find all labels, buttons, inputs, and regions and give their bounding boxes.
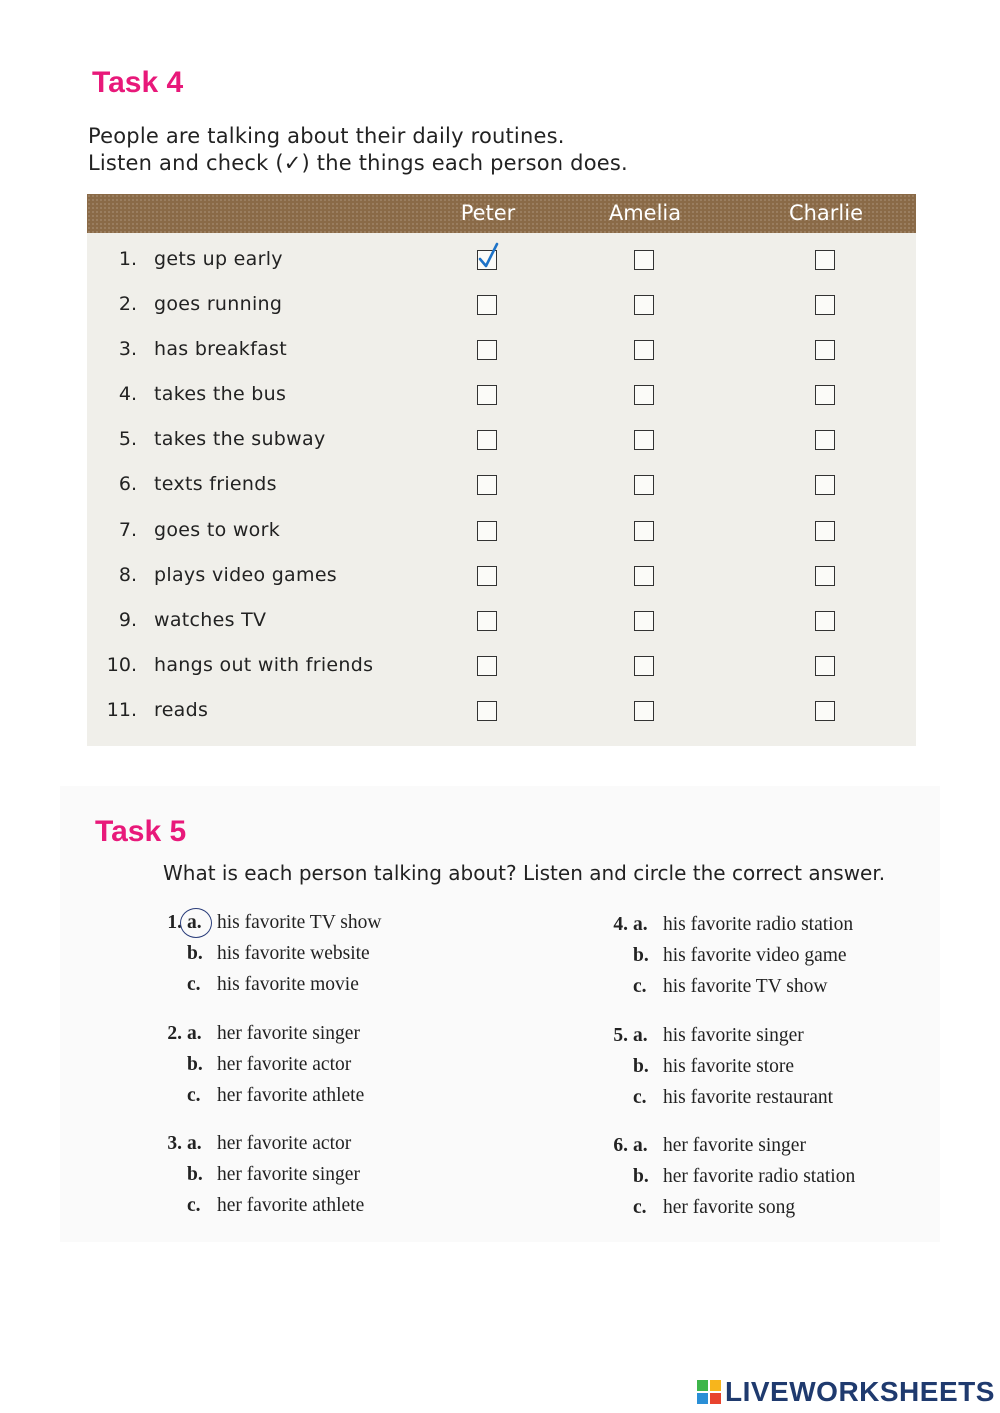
answer-option[interactable] <box>606 1056 906 1086</box>
task5-title: Task 5 <box>95 815 187 848</box>
option-text: his favorite radio station <box>663 914 854 935</box>
row-number: 3. <box>118 338 137 360</box>
option-letter: c. <box>633 1197 647 1218</box>
liveworksheets-logo-text: LIVEWORKSHEETS <box>725 1376 995 1407</box>
table-row <box>87 646 916 691</box>
option-text: her favorite athlete <box>217 1085 365 1106</box>
answer-option[interactable] <box>606 945 906 975</box>
row-activity-label: has breakfast <box>154 338 287 360</box>
liveworksheets-logo <box>697 1377 995 1407</box>
answer-option[interactable] <box>606 976 906 1006</box>
question-4 <box>606 914 906 1009</box>
table-row <box>87 691 916 736</box>
question-number: 5. <box>613 1025 628 1046</box>
option-letter: c. <box>633 976 647 997</box>
task4-instruction-line2: Listen and check (✓) the things each person does. <box>88 151 628 175</box>
row-activity-label: takes the bus <box>154 383 287 405</box>
row-number: 8. <box>118 564 137 586</box>
answer-option[interactable] <box>160 1023 460 1053</box>
checkbox-peter[interactable] <box>477 701 497 721</box>
checkbox-charlie[interactable] <box>815 475 835 495</box>
answer-option[interactable] <box>606 1025 906 1055</box>
option-text: his favorite website <box>217 943 370 964</box>
option-text: her favorite actor <box>217 1054 352 1075</box>
task4-title: Task 4 <box>92 66 184 99</box>
checkbox-peter[interactable] <box>477 430 497 450</box>
table-row <box>87 240 916 285</box>
option-text: his favorite TV show <box>217 912 382 933</box>
row-activity-label: plays video games <box>154 564 338 586</box>
checkbox-peter[interactable] <box>477 521 497 541</box>
checkbox-amelia[interactable] <box>634 701 654 721</box>
option-text: his favorite singer <box>663 1025 804 1046</box>
checkbox-charlie[interactable] <box>815 656 835 676</box>
table-row <box>87 330 916 375</box>
row-activity-label: goes running <box>154 293 283 315</box>
answer-option[interactable] <box>160 1164 460 1194</box>
option-text: her favorite singer <box>663 1135 806 1156</box>
column-header-charlie: Charlie <box>788 201 864 225</box>
answer-option[interactable] <box>606 914 906 944</box>
checkbox-peter[interactable] <box>477 385 497 405</box>
row-number: 11. <box>106 699 137 721</box>
row-activity-label: texts friends <box>154 473 277 495</box>
option-text: his favorite video game <box>663 945 847 966</box>
option-letter: b. <box>187 943 203 964</box>
question-3 <box>160 1133 460 1228</box>
row-number: 1. <box>118 248 137 270</box>
option-letter: b. <box>633 945 649 966</box>
table-row <box>87 511 916 556</box>
answer-circle-mark <box>180 908 212 938</box>
option-letter: a. <box>633 914 648 935</box>
checkbox-amelia[interactable] <box>634 295 654 315</box>
option-letter: a. <box>187 1133 202 1154</box>
table-row <box>87 285 916 330</box>
row-activity-label: reads <box>154 699 209 721</box>
checkbox-amelia[interactable] <box>634 475 654 495</box>
checkbox-amelia[interactable] <box>634 656 654 676</box>
answer-option[interactable] <box>606 1166 906 1196</box>
checkbox-peter[interactable] <box>477 611 497 631</box>
checkbox-charlie[interactable] <box>815 566 835 586</box>
task4-instruction-line1: People are talking about their daily routines. <box>88 124 565 148</box>
checkbox-charlie[interactable] <box>815 521 835 541</box>
checkbox-charlie[interactable] <box>815 340 835 360</box>
checkbox-charlie[interactable] <box>815 701 835 721</box>
question-number: 1. <box>167 912 182 933</box>
question-number: 4. <box>613 914 628 935</box>
option-letter: a. <box>187 912 202 933</box>
checkbox-peter[interactable] <box>477 656 497 676</box>
table-row <box>87 556 916 601</box>
answer-option[interactable] <box>160 974 460 1004</box>
question-1 <box>160 912 460 1007</box>
table-row <box>87 601 916 646</box>
row-number: 4. <box>118 383 137 405</box>
checkbox-peter[interactable] <box>477 340 497 360</box>
checkbox-amelia[interactable] <box>634 611 654 631</box>
option-text: his favorite restaurant <box>663 1087 834 1108</box>
column-header-amelia: Amelia <box>608 201 682 225</box>
checkbox-charlie[interactable] <box>815 611 835 631</box>
option-letter: b. <box>187 1054 203 1075</box>
checkbox-amelia[interactable] <box>634 385 654 405</box>
question-2 <box>160 1023 460 1118</box>
row-activity-label: hangs out with friends <box>154 654 374 676</box>
option-letter: c. <box>633 1087 647 1108</box>
checkbox-charlie[interactable] <box>815 295 835 315</box>
row-activity-label: gets up early <box>154 248 283 270</box>
answer-option[interactable] <box>160 1133 460 1163</box>
row-number: 9. <box>118 609 137 631</box>
option-letter: b. <box>633 1056 649 1077</box>
answer-option[interactable] <box>606 1135 906 1165</box>
option-letter: c. <box>187 1195 201 1216</box>
checkbox-charlie[interactable] <box>815 385 835 405</box>
option-text: his favorite store <box>663 1056 795 1077</box>
table-header <box>87 194 916 233</box>
checkbox-amelia[interactable] <box>634 566 654 586</box>
question-6 <box>606 1135 906 1230</box>
answer-option[interactable] <box>606 1087 906 1117</box>
checkbox-amelia[interactable] <box>634 340 654 360</box>
answer-option[interactable] <box>160 943 460 973</box>
liveworksheets-logo-icon <box>697 1380 721 1404</box>
question-number: 3. <box>167 1133 182 1154</box>
option-letter: a. <box>633 1135 648 1156</box>
table-row <box>87 420 916 465</box>
option-text: her favorite song <box>663 1197 796 1218</box>
row-number: 2. <box>118 293 137 315</box>
option-text: her favorite singer <box>217 1164 360 1185</box>
row-number: 10. <box>106 654 137 676</box>
row-number: 7. <box>118 519 137 541</box>
answer-option[interactable] <box>606 1197 906 1227</box>
question-number: 2. <box>167 1023 182 1044</box>
answer-option[interactable] <box>160 1195 460 1225</box>
option-letter: a. <box>187 1023 202 1044</box>
row-number: 5. <box>118 428 137 450</box>
table-row <box>87 375 916 420</box>
option-letter: b. <box>187 1164 203 1185</box>
task5-instruction: What is each person talking about? Listen and circle the correct answer. <box>163 861 886 885</box>
option-text: his favorite TV show <box>663 976 828 997</box>
row-activity-label: goes to work <box>154 519 281 541</box>
checkbox-amelia[interactable] <box>634 521 654 541</box>
option-letter: c. <box>187 1085 201 1106</box>
option-letter: c. <box>187 974 201 995</box>
answer-option[interactable] <box>160 1054 460 1084</box>
option-text: her favorite actor <box>217 1133 352 1154</box>
option-letter: a. <box>633 1025 648 1046</box>
row-activity-label: watches TV <box>154 609 267 631</box>
row-activity-label: takes the subway <box>154 428 326 450</box>
checkbox-charlie[interactable] <box>815 250 835 270</box>
option-text: his favorite movie <box>217 974 359 995</box>
table-row <box>87 465 916 510</box>
column-header-peter: Peter <box>460 201 516 225</box>
checkbox-charlie[interactable] <box>815 430 835 450</box>
checkbox-peter[interactable] <box>477 250 497 270</box>
answer-option[interactable] <box>160 1085 460 1115</box>
row-number: 6. <box>118 473 137 495</box>
checkbox-peter[interactable] <box>477 295 497 315</box>
question-number: 6. <box>613 1135 628 1156</box>
checkbox-peter[interactable] <box>477 566 497 586</box>
checkbox-peter[interactable] <box>477 475 497 495</box>
checkmark-icon <box>476 241 502 269</box>
option-letter: b. <box>633 1166 649 1187</box>
answer-option[interactable] <box>160 912 460 942</box>
option-text: her favorite radio station <box>663 1166 856 1187</box>
checkbox-amelia[interactable] <box>634 250 654 270</box>
option-text: her favorite singer <box>217 1023 360 1044</box>
routine-checklist-table <box>87 194 916 746</box>
option-text: her favorite athlete <box>217 1195 365 1216</box>
checkbox-amelia[interactable] <box>634 430 654 450</box>
question-5 <box>606 1025 906 1120</box>
